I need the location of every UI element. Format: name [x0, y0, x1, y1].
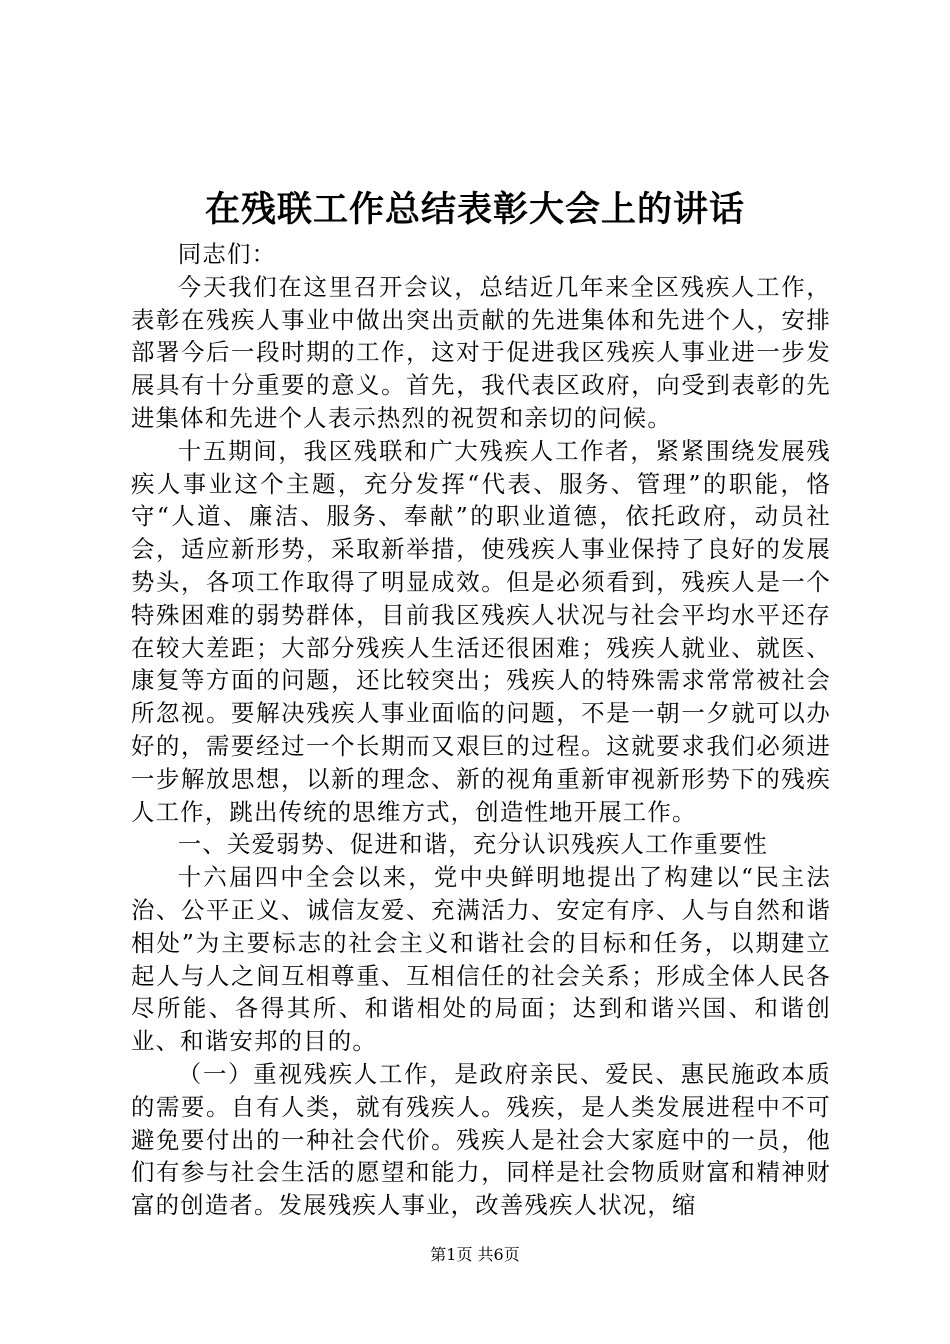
paragraph-opening: 今天我们在这里召开会议，总结近几年来全区残疾人工作，表彰在残疾人事业中做出突出贡献的先进集体和先进个人，安排部署今后一段时期的工作，这对于促进我区残疾人事业进一步发展具有十分重要的意义。首先，我代表区政府，向受到表彰的先进集体和先进个人表示热烈的祝贺和亲切的问候。 [131, 272, 831, 432]
salutation: 同志们： [177, 240, 277, 268]
paragraph-subsection-1: （一）重视残疾人工作，是政府亲民、爱民、惠民施政本质的需要。自有人类，就有残疾人。残疾，是人类发展进程中不可避免要付出的一种社会代价。残疾人是社会大家庭中的一员，他们有参与社会生活的愿望和能力，同样是社会物质财富和精神财富的创造者。发展残疾人事业，改善残疾人状况，缩 [131, 1059, 831, 1220]
page-footer: 第1页 共6页 [430, 1245, 520, 1264]
document-title: 在残联工作总结表彰大会上的讲话 [204, 189, 745, 230]
document-body [131, 238, 831, 1222]
paragraph-harmony: 十六届四中全会以来，党中央鲜明地提出了构建以“民主法治、公平正义、诚信友爱、充满活力、安定有序、人与自然和谐相处”为主要标志的社会主义和谐社会的目标和任务，以期建立起人与人之间互相尊重、互相信任的社会关系；形成全体人民各尽所能、各得其所、和谐相处的局面；达到和谐兴国、和谐创业、和谐安邦的目的。 [131, 863, 831, 1056]
section-heading: 一、关爱弱势、促进和谐，充分认识残疾人工作重要性 [177, 830, 768, 859]
paragraph-review: 十五期间，我区残联和广大残疾人工作者，紧紧围绕发展残疾人事业这个主题，充分发挥“代表、服务、管理”的职能，恪守“人道、廉洁、服务、奉献”的职业道德，依托政府，动员社会，适应新形势，采取新举措，使残疾人事业保持了良好的发展势头，各项工作取得了明显成效。但是必须看到，残疾人是一个特殊困难的弱势群体，目前我区残疾人状况与社会平均水平还存在较大差距；大部分残疾人生活还很困难；残疾人就业、就医、康复等方面的问题，还比较突出；残疾人的特殊需求常常被社会所忽视。要解决残疾人事业面临的问题，不是一朝一夕就可以办好的，需要经过一个长期而又艰巨的过程。这就要求我们必须进一步解放思想，以新的理念、新的视角重新审视新形势下的残疾人工作，跳出传统的思维方式，创造性地开展工作。 [131, 436, 831, 826]
